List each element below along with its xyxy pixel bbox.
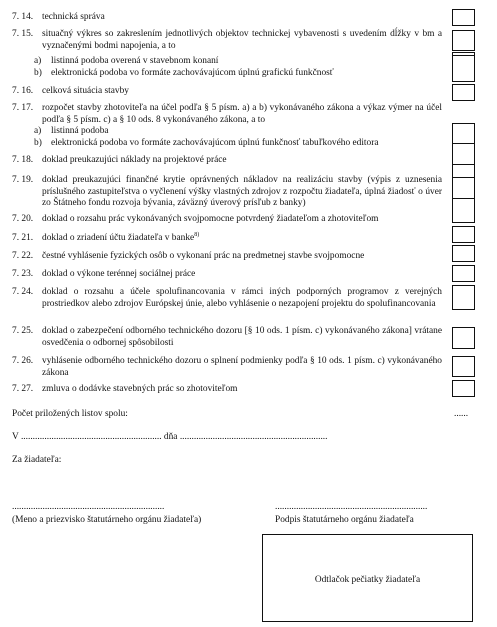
checkbox-7-20[interactable] [452, 198, 475, 223]
checkbox-7-16[interactable] [452, 84, 475, 101]
item-text: doklad o výkone terénnej sociálnej práce [42, 269, 196, 279]
applicant-label: Za žiadateľa: [12, 455, 62, 465]
sub-text: listinná podoba overená v stavebnom konaní [51, 56, 219, 66]
checkbox-7-27[interactable] [452, 380, 475, 397]
item-number: 7. 22. [12, 251, 34, 261]
signature-dots[interactable]: ................................................................. [275, 502, 428, 512]
sub-text: listinná podoba [51, 126, 109, 136]
date-field[interactable]: ............................................................... [179, 432, 328, 442]
item-text: doklad preukazujúci náklady na projektové práce [42, 155, 227, 165]
sub-letter: a) [34, 56, 42, 66]
checkbox-7-25[interactable] [452, 327, 475, 349]
checkbox-7-24[interactable] [452, 285, 475, 310]
sub-letter: b) [34, 68, 42, 78]
place-field[interactable]: ............................................................ [20, 432, 162, 442]
sub-letter: b) [34, 138, 42, 148]
item-number: 7. 16. [12, 86, 34, 96]
item-text [42, 233, 442, 245]
item-number: 7. 17. [12, 103, 34, 113]
item-7-27 [12, 384, 442, 396]
item-number: 7. 15. [12, 29, 34, 39]
item-number: 7. 20. [12, 214, 34, 224]
signature-caption: Podpis štatutárneho orgánu žiadateľa [275, 515, 414, 525]
place-date-line [12, 432, 327, 444]
item-number: 7. 27. [12, 384, 34, 394]
checkbox-7-21[interactable] [452, 226, 475, 243]
item-7-20 [12, 214, 442, 226]
item-number: 7. 18. [12, 155, 34, 165]
sub-text: elektronická podoba vo formáte zachovávajúcom úplnú grafickú funkčnosť [51, 68, 334, 78]
item-7-18 [12, 155, 442, 167]
item-number: 7. 19. [12, 175, 34, 185]
item-text: doklad o rozsahu prác vykonávaných svojpomocne potvrdený žiadateľom a zhotoviteľom [42, 214, 379, 224]
checkbox-7-14[interactable] [452, 9, 475, 26]
item-text: technická správa [42, 12, 105, 22]
checkbox-7-15-b[interactable] [452, 55, 475, 82]
item-number: 7. 23. [12, 269, 34, 279]
checkbox-7-17-b[interactable] [452, 143, 475, 166]
item-number: 7. 24. [12, 287, 34, 297]
item-text: zmluva o dodávke stavebných prác so zhotoviteľom [42, 384, 238, 394]
checkbox-7-15[interactable] [452, 30, 475, 51]
item-number: 7. 25. [12, 326, 34, 336]
item-7-15 [12, 29, 442, 53]
pages-count-label: Počet priložených listov spolu: [12, 409, 128, 419]
item-text: doklad o rozsahu a účele spolufinancovania v rámci iných podporných programov z verejných prostriedkov alebo zdrojov Európskej únie, alebo vyhlásenie o nezapojení projektu do spolufinancovania [42, 287, 442, 309]
item-7-23 [12, 269, 442, 281]
item-text-main: doklad o zriadení účtu žiadateľa v banke [42, 233, 195, 243]
date-label: dňa [163, 432, 178, 442]
checkbox-7-22[interactable] [452, 245, 475, 262]
item-text: situačný výkres so zakreslením jednotlivých objektov technickej vybavenosti s uvedením dĺžky v bm a vyznačenými bodmi napojenia, a to [42, 29, 442, 51]
pages-count-field[interactable]: ...... [454, 409, 469, 419]
item-number: 7. 14. [12, 12, 34, 22]
item-number: 7. 26. [12, 356, 34, 366]
item-number: 7. 21. [12, 233, 34, 243]
item-7-21 [12, 233, 442, 245]
checkbox-7-26[interactable] [452, 356, 475, 377]
item-7-25 [12, 326, 442, 350]
checkbox-7-23[interactable] [452, 265, 475, 282]
item-7-14 [12, 12, 442, 24]
sub-letter: a) [34, 126, 42, 136]
item-7-24 [12, 287, 442, 323]
stamp-box [262, 534, 473, 622]
item-text: čestné vyhlásenie fyzických osôb o vykonaní prác na predmetnej stavbe svojpomocne [42, 251, 365, 261]
name-dots[interactable]: ................................................................. [12, 502, 165, 512]
item-7-16 [12, 86, 442, 98]
item-7-22 [12, 251, 442, 263]
item-text: doklad o zabezpečení odborného technického dozoru [§ 10 ods. 1 písm. c) vykonávaného zákona] vrátane osvedčenia o odbornej spôsobilosti [42, 326, 442, 348]
sub-text: elektronická podoba vo formáte zachovávajúcom úplnú funkčnosť tabuľkového editora [51, 138, 379, 148]
item-text: rozpočet stavby zhotoviteľa na účel podľa § 5 písm. a) a b) vykonávaného zákona a výkaz výmer na účel podľa § 5 písm. c) a § 10 ods. 8 vykonávaného zákona, a to [42, 103, 442, 125]
item-7-17 [12, 103, 442, 127]
item-text: doklad preukazujúci finančné krytie oprávnených nákladov na realizáciu stavby (výpis z uznesenia príslušného zastupiteľstva o vyčlenení výšky vlastných zdrojov z rozpočtu žiadateľa, úplná žiadosť o úver zo Štátneho fondu rozvoja bývania, záväzný úverový prísľub z banky) [42, 175, 442, 209]
footnote-ref: 8) [194, 231, 200, 238]
item-text: celková situácia stavby [42, 86, 129, 96]
place-prefix: V [12, 432, 19, 442]
item-7-19 [12, 175, 442, 211]
item-text: vyhlásenie odborného technického dozoru o splnení podmienky podľa § 10 ods. 1 písm. c) vykonávaného zákona [42, 356, 442, 378]
item-7-26 [12, 356, 442, 380]
name-caption: (Meno a priezvisko štatutárneho orgánu žiadateľa) [12, 515, 202, 525]
stamp-label: Odtlačok pečiatky žiadateľa [314, 575, 421, 585]
